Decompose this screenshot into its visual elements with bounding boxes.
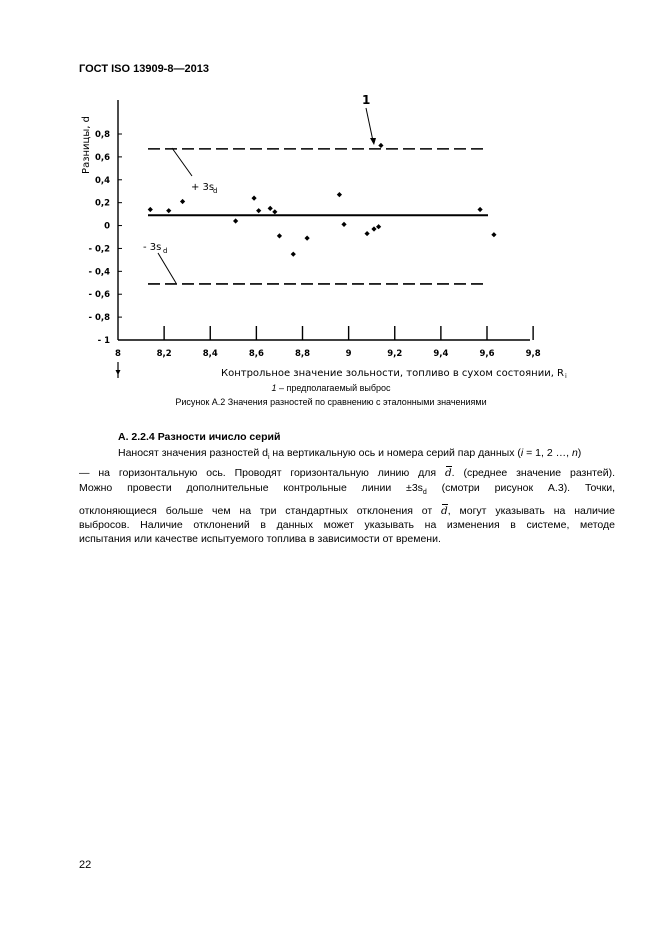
x-axis-label: Контрольное значение зольности, топливо в сухом состоянии, R xyxy=(220,368,564,379)
x-tick-label: 8 xyxy=(115,349,121,359)
figure-key xyxy=(0,383,662,393)
y-tick-label: 0,8 xyxy=(94,130,110,140)
x-tick-label: 9,2 xyxy=(387,349,403,359)
data-point xyxy=(477,207,482,212)
data-point xyxy=(291,252,296,257)
paragraph-line-1 xyxy=(118,446,615,465)
x-tick-label: 8,6 xyxy=(248,349,264,359)
data-point xyxy=(148,207,153,212)
data-point xyxy=(256,208,261,213)
y-tick-label: 0 xyxy=(104,221,110,232)
page-number: 22 xyxy=(79,859,92,871)
italic-var: i xyxy=(520,447,524,459)
axis-arrow-head xyxy=(116,370,121,375)
x-tick-label: 9 xyxy=(345,349,352,359)
section-title: А. 2.2.4 Разности ичисло серий xyxy=(118,431,281,443)
subscript: d xyxy=(422,489,427,497)
upper-label-leader xyxy=(172,148,192,176)
d-bar-symbol: d xyxy=(441,505,448,517)
key-number: 1 xyxy=(271,383,277,393)
data-point xyxy=(341,222,346,227)
upper-limit-subscript: d xyxy=(213,187,218,195)
outlier-callout-number: 1 xyxy=(362,93,371,107)
lower-limit-subscript: d xyxy=(163,247,168,255)
x-tick-label: 9,8 xyxy=(525,349,541,359)
y-tick-label: - 1 xyxy=(97,336,110,346)
x-axis-label-subscript: i xyxy=(565,372,567,380)
data-point xyxy=(272,209,277,214)
text: — на горизонтальную ось. Проводят горизонтальную линию для xyxy=(79,467,445,479)
text: = 1, 2 …, xyxy=(523,447,572,459)
y-tick-label: - 0,2 xyxy=(88,244,110,255)
data-point xyxy=(268,206,273,211)
document-header: ГОСТ ISO 13909-8—2013 xyxy=(79,63,209,75)
y-tick-label: - 0,6 xyxy=(88,290,110,301)
data-point xyxy=(378,143,383,148)
text: отклоняющиеся больше чем на три стандартных отклонения от xyxy=(79,505,442,517)
data-point xyxy=(251,195,256,200)
figure-caption: Рисунок А.2 Значения разностей по сравнению с эталонными значениями xyxy=(175,397,487,407)
paragraph-line-6: испытания или качестве испытуемого топлива в зависимости от времени. xyxy=(79,533,441,545)
text: ) xyxy=(577,447,582,459)
text: Можно провести дополнительные контрольные линии ±3s xyxy=(79,482,423,494)
x-tick-label: 9,6 xyxy=(479,349,495,359)
data-point xyxy=(180,199,185,204)
data-point xyxy=(305,236,310,241)
paragraph-line-2 xyxy=(79,466,615,480)
data-point xyxy=(371,226,376,231)
text: на вертикальную ось и номера серий пар данных ( xyxy=(269,447,521,459)
data-point xyxy=(233,218,238,223)
data-point xyxy=(491,232,496,237)
x-tick-label: 8,2 xyxy=(156,349,172,359)
y-tick-label: 0,6 xyxy=(94,152,110,163)
chart-axes xyxy=(88,100,540,378)
y-axis-label: Разницы, d xyxy=(81,116,92,174)
text: Наносят значения разностей d xyxy=(118,447,268,459)
paragraph-line-5: выбросов. Наличие отклонений в данных может указывать на изменения в системе, методе xyxy=(79,519,615,531)
paragraph-line-4 xyxy=(79,504,615,518)
scatter-chart xyxy=(0,0,662,380)
subscript: i xyxy=(267,454,270,462)
data-point xyxy=(376,224,381,229)
x-tick-label: 8,4 xyxy=(202,349,218,359)
y-tick-label: - 0,4 xyxy=(88,267,110,278)
lower-label-leader xyxy=(158,253,176,283)
italic-var: n xyxy=(571,447,578,459)
data-point xyxy=(277,233,282,238)
data-point xyxy=(166,208,171,213)
reference-lines xyxy=(148,149,488,284)
y-tick-label: 0,2 xyxy=(94,198,110,209)
x-tick-label: 9,4 xyxy=(433,349,449,359)
outlier-callout-leader xyxy=(366,108,373,141)
x-tick-label: 8,8 xyxy=(294,349,311,359)
d-bar-symbol: d xyxy=(444,467,452,479)
text: . (среднее значение разнтей). xyxy=(451,467,615,479)
data-point xyxy=(337,192,342,197)
upper-limit-label: + 3s xyxy=(191,182,215,193)
text: (смотри рисунок А.3). Точки, xyxy=(426,482,616,494)
key-text: – предполагаемый выброс xyxy=(276,383,391,393)
paragraph-line-3 xyxy=(79,481,615,500)
y-tick-label: - 0,8 xyxy=(88,313,110,324)
data-points xyxy=(148,143,497,257)
y-tick-label: 0,4 xyxy=(94,175,110,186)
outlier-callout-arrowhead xyxy=(370,138,376,145)
data-point xyxy=(364,231,369,236)
text: , могут указывать на наличие xyxy=(447,505,615,517)
lower-limit-label: - 3s xyxy=(143,242,162,253)
